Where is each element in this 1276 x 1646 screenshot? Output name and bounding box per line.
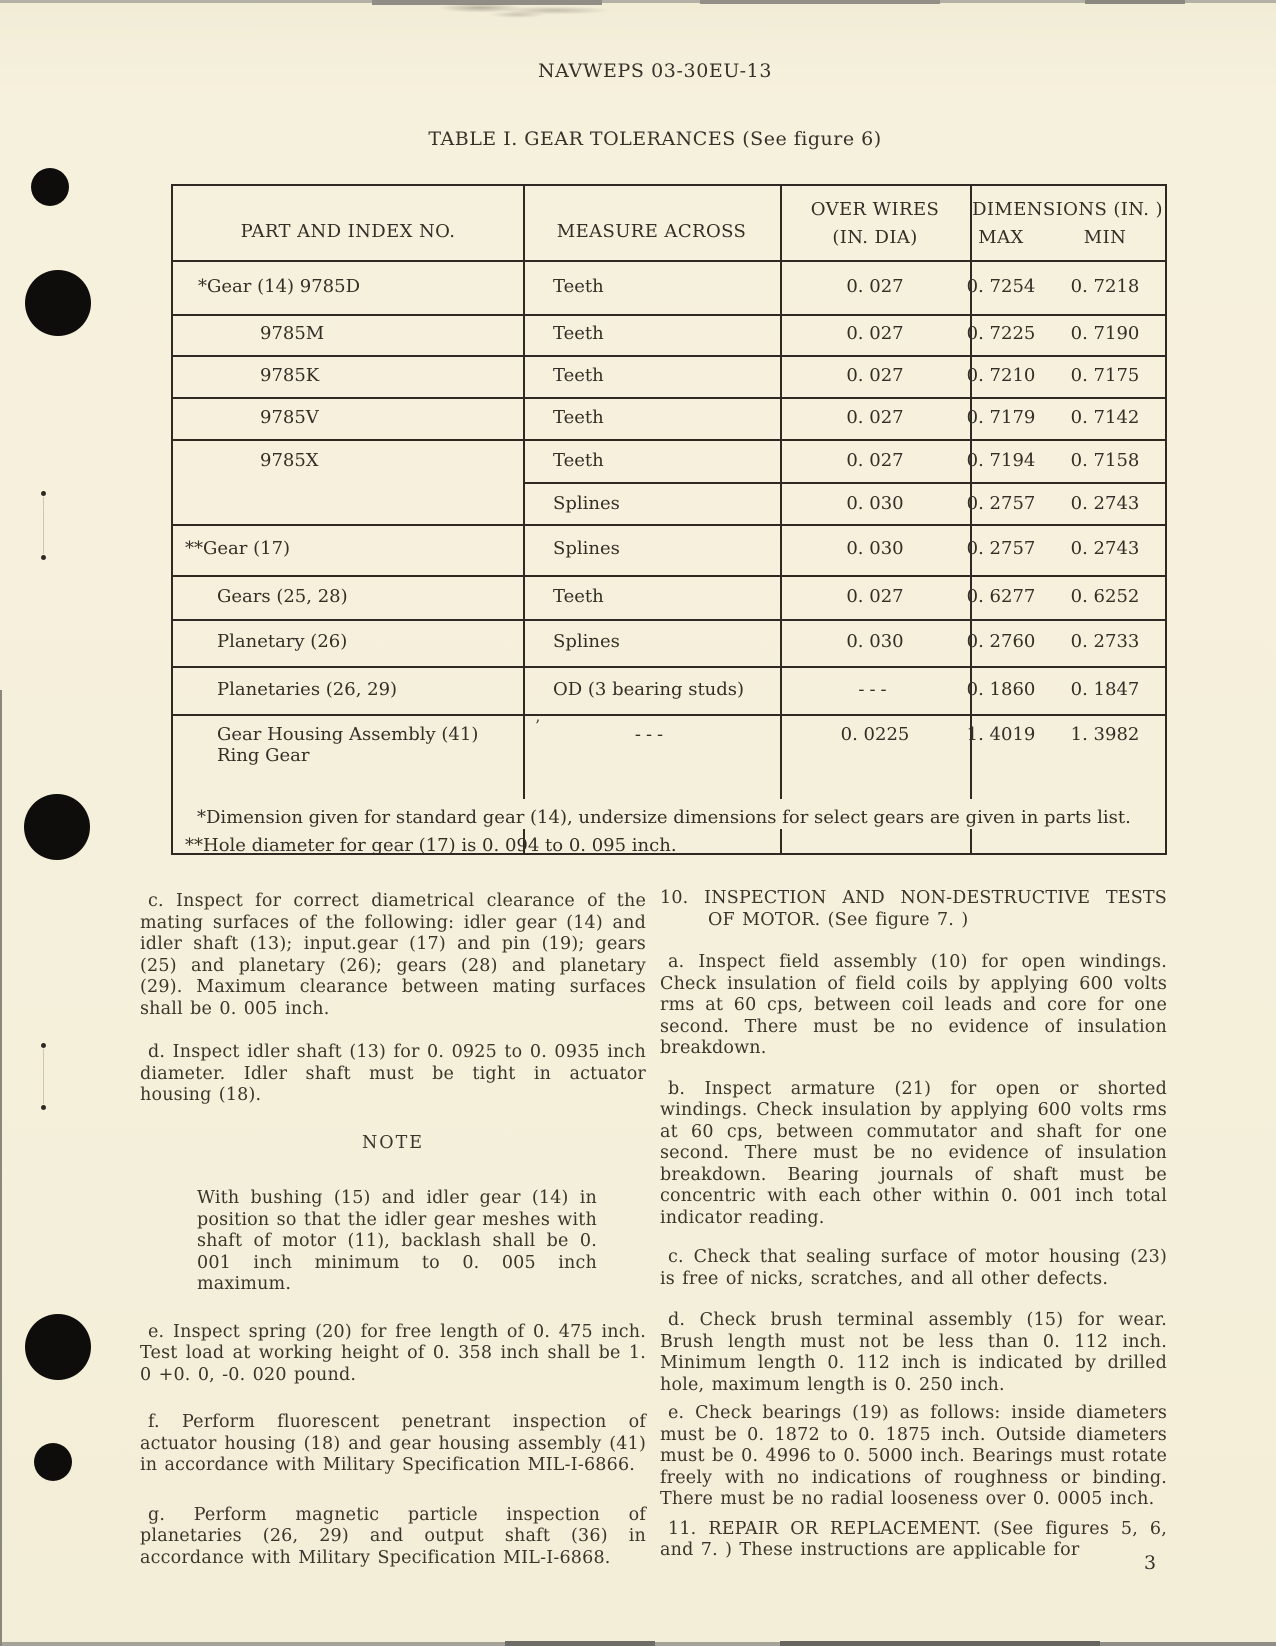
column-header-part: PART AND INDEX NO.: [240, 221, 456, 242]
scan-speck: ’: [535, 716, 541, 735]
table-cell-max: 0. 7254: [966, 276, 1036, 297]
table-cell-min: 0. 7218: [1070, 276, 1140, 297]
paragraph-g: g. Perform magnetic particle inspection of planetaries (26, 29) and output shaft (36) in accordance with Military Specification MIL-I-6868.: [140, 1504, 646, 1568]
table-cell-part: Planetaries (26, 29): [217, 679, 398, 700]
table-cell-min: 0. 2743: [1070, 538, 1140, 559]
table-cell-part: 9785K: [260, 365, 320, 386]
table-row-divider: [173, 355, 1165, 357]
scan-bottom-edge-segment: [780, 1641, 1100, 1646]
binder-hole: [31, 168, 69, 206]
binder-hole: [34, 1443, 72, 1481]
binder-hole: [25, 1314, 91, 1380]
table-row-divider: [173, 524, 1165, 526]
table-row-divider: [173, 260, 1165, 262]
table-title: TABLE I. GEAR TOLERANCES (See figure 6): [428, 128, 882, 150]
document-number: NAVWEPS 03-30EU-13: [537, 60, 773, 82]
column-header-measure: MEASURE ACROSS: [556, 221, 747, 242]
table-cell-part-line2: Ring Gear: [217, 745, 310, 766]
paragraph-d: d. Inspect idler shaft (13) for 0. 0925 to 0. 0935 inch diameter. Idler shaft must be tight in actuator housing (18).: [140, 1042, 646, 1105]
binder-hole: [24, 794, 90, 860]
table-cell-wires: 0. 027: [846, 407, 904, 428]
scan-bottom-edge-segment: [1100, 1642, 1276, 1646]
paragraph-10b: b. Inspect armature (21) for open or shorted windings. Check insulation by applying 600 volts rms at 60 cps, between commutator and shaft for one second. There must be no evidence of insulation breakdown. Bearing journals of shaft must be concentric with each other within 0. 001 inch total indicator reading.: [660, 1078, 1167, 1228]
table-cell-min: 0. 7142: [1070, 407, 1140, 428]
table-cell-min: 0. 1847: [1070, 679, 1140, 700]
table-cell-wires: ---: [858, 679, 892, 700]
table-cell-max: 0. 7210: [966, 365, 1036, 386]
table-row-divider: [173, 439, 1165, 441]
table-cell-min: 1. 3982: [1070, 724, 1140, 745]
table-cell-min: 0. 7158: [1070, 450, 1140, 471]
table-row-divider: [173, 397, 1165, 399]
table-cell-min: 0. 7175: [1070, 365, 1140, 386]
table-cell-wires: 0. 027: [846, 323, 904, 344]
table-cell-max: 0. 2760: [966, 631, 1036, 652]
table-row-divider: [173, 714, 1165, 716]
registration-mark: [41, 555, 46, 560]
table-footnote-2: **Hole diameter for gear (17) is 0. 094 to 0. 095 inch.: [185, 835, 677, 856]
table-cell-max: 1. 4019: [966, 724, 1036, 745]
table-cell-part: Planetary (26): [217, 631, 348, 652]
right-text-column: [660, 888, 1167, 1562]
table-row-divider: [173, 666, 1165, 668]
left-text-column: [140, 891, 646, 1569]
table-cell-measure: Teeth: [553, 365, 604, 386]
page-number: 3: [1143, 1552, 1157, 1574]
table-row-divider: [173, 619, 1165, 621]
scan-left-edge: [0, 690, 2, 1646]
table-cell-min: 0. 6252: [1070, 586, 1140, 607]
table-cell-measure: Splines: [553, 538, 620, 559]
table-cell-measure: Splines: [553, 493, 620, 514]
table-cell-wires: 0. 030: [846, 493, 904, 514]
paragraph-10e: e. Check bearings (19) as follows: inside diameters must be 0. 1872 to 0. 1875 inch. Outside diameters must be 0. 4996 to 0. 5000 inch. Bearings must rotate freely with no indications of roughness or binding. There must be no radial looseness over 0. 0005 inch.: [660, 1403, 1167, 1509]
table-row-divider: [173, 314, 1165, 316]
paragraph-10a: a. Inspect field assembly (10) for open windings. Check insulation of field coils by applying 600 volts rms at 60 cps, between coil leads and core for one second. There must be no evidence of insulation breakdown.: [660, 952, 1167, 1058]
table-column-divider: [523, 186, 525, 799]
table-cell-measure: Teeth: [553, 323, 604, 344]
table-cell-measure: Teeth: [553, 276, 604, 297]
table-cell-wires: 0. 030: [846, 538, 904, 559]
column-header-over-wires-units: (IN. DIA): [832, 227, 918, 248]
table-cell-max: 0. 7225: [966, 323, 1036, 344]
table-cell-part: Gear Housing Assembly (41): [217, 724, 479, 745]
column-header-max: MAX: [978, 227, 1024, 248]
column-header-over-wires: OVER WIRES: [810, 199, 940, 220]
table-cell-wires: 0. 0225: [840, 724, 910, 745]
paragraph-10d: d. Check brush terminal assembly (15) for wear. Brush length must not be less than 0. 112 inch. Minimum length 0. 112 inch is indicated by drilled hole, maximum length is 0. 250 inch.: [660, 1310, 1167, 1395]
section-11-heading: 11. REPAIR OR REPLACEMENT. (See figures 5, 6, and 7. ) These instructions are applicable for: [660, 1518, 1167, 1560]
table-cell-wires: 0. 027: [846, 450, 904, 471]
table-cell-part: *Gear (14) 9785D: [198, 276, 360, 297]
paragraph-f: f. Perform fluorescent penetrant inspection of actuator housing (18) and gear housing assembly (41) in accordance with Military Specification MIL-I-6866.: [140, 1412, 646, 1475]
section-10-heading: 10. INSPECTION AND NON-DESTRUCTIVE TESTS OF MOTOR. (See figure 7. ): [660, 888, 1167, 930]
table-cell-part: 9785M: [260, 323, 325, 344]
table-cell-max: 0. 2757: [966, 493, 1036, 514]
table-cell-min: 0. 2733: [1070, 631, 1140, 652]
scan-top-edge-segment: [700, 0, 940, 4]
table-cell-part: 9785V: [260, 407, 319, 428]
note-body: With bushing (15) and idler gear (14) in position so that the idler gear meshes with shaft of motor (11), backlash shall be 0. 001 inch minimum to 0. 005 inch maximum.: [197, 1188, 597, 1294]
registration-mark: [41, 491, 46, 496]
table-cell-measure: Splines: [553, 631, 620, 652]
table-cell-measure: Teeth: [553, 586, 604, 607]
table-cell-max: 0. 2757: [966, 538, 1036, 559]
registration-line: [43, 1049, 44, 1104]
note-heading: NOTE: [361, 1132, 425, 1153]
table-cell-part: 9785X: [260, 450, 319, 471]
registration-line: [43, 497, 44, 554]
table-cell-min: 0. 7190: [1070, 323, 1140, 344]
table-cell-max: 0. 1860: [966, 679, 1036, 700]
table-column-divider-stub: [970, 829, 972, 853]
scan-bottom-edge-segment: [505, 1641, 655, 1646]
table-cell-measure: OD (3 bearing studs): [553, 679, 745, 700]
table-row-divider-partial: [523, 482, 1165, 484]
paragraph-e: e. Inspect spring (20) for free length of 0. 475 inch. Test load at working height of 0. 358 inch shall be 1. 0 +0. 0, -0. 020 pound.: [140, 1321, 646, 1385]
table-cell-measure: ---: [634, 724, 669, 745]
gear-tolerances-table: [171, 184, 1167, 855]
table-cell-wires: 0. 027: [846, 276, 904, 297]
paragraph-c: c. Inspect for correct diametrical clearance of the mating surfaces of the following: idler gear (14) and idler shaft (13); input.gear (17) and pin (19); gears (25) and planetary (26); gears (28) and planetary (29). Maximum clearance between mating surfaces shall be 0. 005 inch.: [140, 891, 646, 1019]
table-cell-measure: Teeth: [553, 450, 604, 471]
table-cell-min: 0. 2743: [1070, 493, 1140, 514]
scan-top-edge-segment: [1085, 0, 1185, 4]
binder-hole: [25, 270, 91, 336]
registration-mark: [41, 1043, 46, 1048]
table-cell-max: 0. 7194: [966, 450, 1036, 471]
table-cell-wires: 0. 030: [846, 631, 904, 652]
table-cell-max: 0. 7179: [966, 407, 1036, 428]
table-cell-wires: 0. 027: [846, 586, 904, 607]
column-header-min: MIN: [1083, 227, 1127, 248]
column-header-dimensions: DIMENSIONS (IN. ): [972, 199, 1163, 220]
table-cell-wires: 0. 027: [846, 365, 904, 386]
table-row-divider: [173, 575, 1165, 577]
registration-mark: [41, 1105, 46, 1110]
table-cell-max: 0. 6277: [966, 586, 1036, 607]
table-column-divider-stub: [780, 829, 782, 853]
table-cell-part: **Gear (17): [185, 538, 291, 559]
scan-smudge: [425, 1, 610, 18]
paragraph-10c: c. Check that sealing surface of motor housing (23) is free of nicks, scratches, and all other defects.: [660, 1247, 1167, 1289]
table-cell-measure: Teeth: [553, 407, 604, 428]
table-footnote-1: *Dimension given for standard gear (14), undersize dimensions for select gears are given in parts list.: [197, 807, 1131, 828]
table-cell-part: Gears (25, 28): [217, 586, 348, 607]
